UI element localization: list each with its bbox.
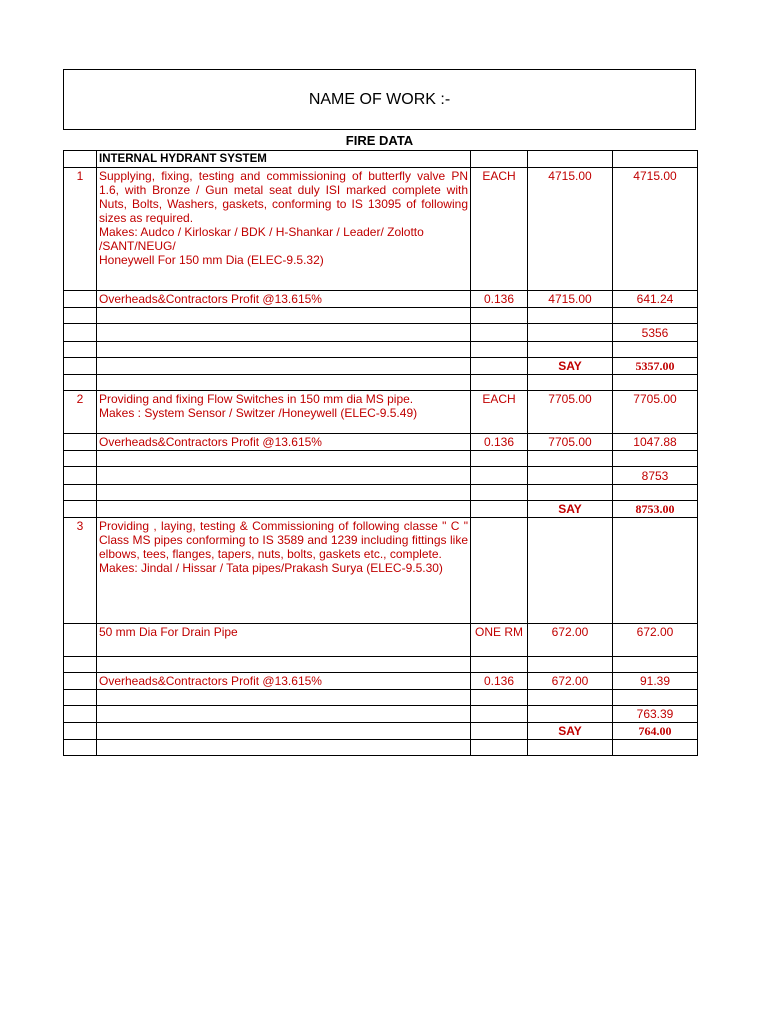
item-description: Supplying, fixing, testing and commissioning of butterfly valve PN 1.6, with Bronze / Gun metal seat duly ISI marked complete with Nuts, Bolts, Washers, gaskets, conforming to IS 13095 of following sizes as required. Makes: Audco / Kirloskar / BDK / H-Shankar / Leader/ Zolotto /SANT/NEUG/ Honeywell For 150 mm Dia (ELEC-9.5.32): [97, 168, 471, 291]
item-amount: 4715.00: [613, 168, 698, 291]
item-description: Providing , laying, testing & Commissioning of following classe " C " Class MS pipes conforming to IS 3589 and 1239 including fittings like elbows, tees, flanges, tapers, nuts, bolts, gaskets etc., complete. Makes: Jindal / Hissar / Tata pipes/Prakash Surya (ELEC-9.5.30): [97, 518, 471, 624]
overhead-label: Overheads&Contractors Profit @13.615%: [97, 673, 471, 690]
estimate-table: [63, 150, 698, 756]
overhead-rate: 7705.00: [528, 434, 613, 451]
item-description: Providing and fixing Flow Switches in 150 mm dia MS pipe. Makes : System Sensor / Switzer /Honeywell (ELEC-9.5.49): [97, 391, 471, 434]
say-amount: 5357.00: [613, 358, 698, 375]
table-row: [64, 740, 698, 756]
item-number: 1: [64, 168, 97, 291]
overhead-factor: 0.136: [471, 434, 528, 451]
page-subtitle: FIRE DATA: [345, 133, 414, 148]
total-row: [64, 467, 698, 485]
total-row: [64, 706, 698, 723]
item-row-2: [64, 391, 698, 434]
overhead-amount: 91.39: [613, 673, 698, 690]
overhead-row: [64, 673, 698, 690]
item-rate: 4715.00: [528, 168, 613, 291]
item-rate: 672.00: [528, 624, 613, 657]
table-row: [64, 308, 698, 324]
item-rate: 7705.00: [528, 391, 613, 434]
say-label: SAY: [528, 723, 613, 740]
table-row: [64, 151, 698, 168]
table-row: [64, 690, 698, 706]
say-label: SAY: [528, 501, 613, 518]
item-row-3: [64, 518, 698, 624]
item-unit: EACH: [471, 168, 528, 291]
overhead-factor: 0.136: [471, 291, 528, 308]
say-amount: 764.00: [613, 723, 698, 740]
item-total: 763.39: [613, 706, 698, 723]
item-number: 2: [64, 391, 97, 434]
say-amount: 8753.00: [613, 501, 698, 518]
say-row: [64, 723, 698, 740]
table-row: [64, 342, 698, 358]
item-unit: ONE RM: [471, 624, 528, 657]
overhead-factor: 0.136: [471, 673, 528, 690]
say-row: [64, 358, 698, 375]
table-row: [64, 657, 698, 673]
overhead-label: Overheads&Contractors Profit @13.615%: [97, 291, 471, 308]
item-total: 8753: [613, 467, 698, 485]
page-title: NAME OF WORK :-: [308, 90, 451, 108]
overhead-row: [64, 434, 698, 451]
section-heading: INTERNAL HYDRANT SYSTEM: [97, 151, 471, 168]
table-row: [64, 375, 698, 391]
item-amount: 7705.00: [613, 391, 698, 434]
overhead-amount: 1047.88: [613, 434, 698, 451]
overhead-label: Overheads&Contractors Profit @13.615%: [97, 434, 471, 451]
item-number: 3: [64, 518, 97, 624]
overhead-rate: 4715.00: [528, 291, 613, 308]
sub-item-row: [64, 624, 698, 657]
item-amount: 672.00: [613, 624, 698, 657]
overhead-rate: 672.00: [528, 673, 613, 690]
item-total: 5356: [613, 324, 698, 342]
table-row: [64, 485, 698, 501]
item-row-1: [64, 168, 698, 291]
total-row: [64, 324, 698, 342]
name-of-work-box: [63, 69, 696, 130]
overhead-amount: 641.24: [613, 291, 698, 308]
overhead-row: [64, 291, 698, 308]
sub-item-label: 50 mm Dia For Drain Pipe: [97, 624, 471, 657]
item-unit: EACH: [471, 391, 528, 434]
say-row: [64, 501, 698, 518]
say-label: SAY: [528, 358, 613, 375]
table-row: [64, 451, 698, 467]
